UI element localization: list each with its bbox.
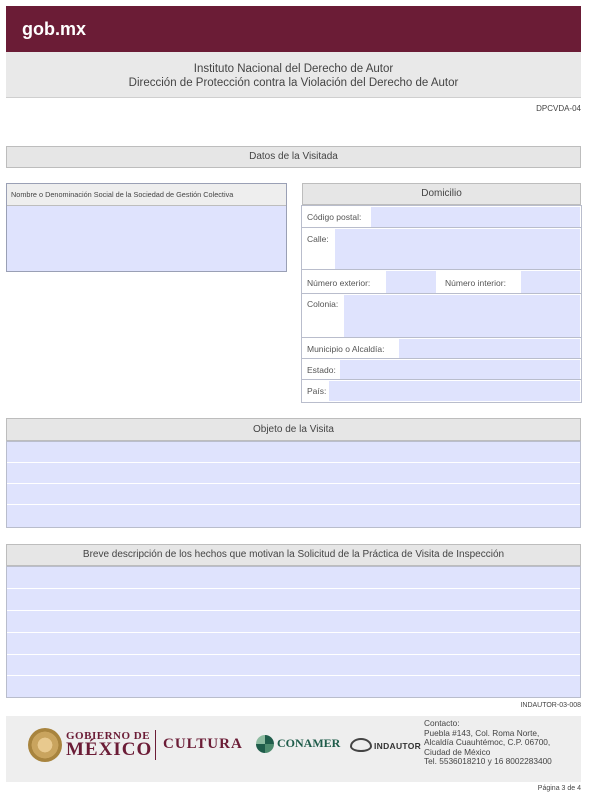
- objeto-line-4[interactable]: [7, 505, 580, 527]
- pais-label: País:: [307, 386, 327, 396]
- section-descripcion: Breve descripción de los hechos que motivan la Solicitud de la Práctica de Visita de Inspección: [6, 544, 581, 566]
- calle-label: Calle:: [307, 234, 329, 244]
- calle-input[interactable]: [335, 229, 580, 269]
- codigo-postal-label: Código postal:: [307, 212, 362, 222]
- objeto-line-3[interactable]: [7, 484, 580, 505]
- numero-exterior-label: Número exterior:: [307, 278, 371, 288]
- nombre-label: Nombre o Denominación Social de la Sociedad de Gestión Colectiva: [7, 184, 286, 206]
- section-datos-visitada: Datos de la Visitada: [6, 146, 581, 168]
- row-calle: [302, 228, 581, 270]
- contact-info: [424, 719, 552, 767]
- indautor-logo: INDAUTOR: [374, 741, 422, 751]
- form-code: DPCVDA-04: [536, 104, 581, 113]
- row-numero: [302, 270, 581, 294]
- footer-logos: [6, 716, 581, 782]
- numero-interior-input[interactable]: [521, 271, 580, 293]
- descripcion-line-3[interactable]: [7, 611, 580, 633]
- nombre-input[interactable]: [7, 206, 286, 271]
- codigo-postal-input[interactable]: [371, 207, 580, 227]
- estado-label: Estado:: [307, 365, 336, 375]
- contact-address-2: Alcaldía Cuauhtémoc, C.P. 06700,: [424, 737, 551, 748]
- contact-address-1: Puebla #143, Col. Roma Norte,: [424, 727, 540, 738]
- section-objeto-visita: Objeto de la Visita: [6, 418, 581, 441]
- reference-code: INDAUTOR-03-008: [520, 702, 581, 709]
- row-pais: [302, 380, 581, 402]
- contact-address-3: Ciudad de México: [424, 746, 491, 757]
- row-codigo-postal: [302, 206, 581, 228]
- direction-name: Dirección de Protección contra la Violación del Derecho de Autor: [128, 77, 459, 89]
- row-estado: [302, 359, 581, 380]
- descripcion-line-6[interactable]: [7, 676, 580, 697]
- descripcion-line-4[interactable]: [7, 633, 580, 655]
- conamer-logo: CONAMER: [277, 736, 341, 750]
- numero-exterior-input[interactable]: [386, 271, 436, 293]
- indautor-icon: [350, 738, 372, 752]
- colonia-label: Colonia:: [307, 299, 339, 309]
- estado-input[interactable]: [340, 360, 580, 379]
- institute-banner: [6, 52, 581, 98]
- objeto-line-2[interactable]: [7, 463, 580, 484]
- municipio-input[interactable]: [399, 339, 580, 358]
- pais-input[interactable]: [329, 381, 580, 401]
- contact-phone: Tel. 5536018210 y 16 8002283400: [424, 756, 552, 767]
- descripcion-line-5[interactable]: [7, 655, 580, 676]
- page-number: Página 3 de 4: [537, 785, 581, 792]
- row-municipio: [302, 338, 581, 359]
- numero-interior-label: Número interior:: [445, 278, 506, 288]
- nombre-box: [6, 183, 287, 272]
- gobierno-de-mexico-logo: GOBIERNO DE MÉXICO: [66, 730, 153, 760]
- colonia-input[interactable]: [344, 295, 580, 337]
- institute-name: Instituto Nacional del Derecho de Autor: [193, 63, 394, 75]
- gobmx-header-bar: [6, 6, 581, 52]
- municipio-label: Municipio o Alcaldía:: [307, 344, 385, 354]
- descripcion-line-1[interactable]: [7, 567, 580, 589]
- objeto-line-1[interactable]: [7, 442, 580, 463]
- section-domicilio: Domicilio: [302, 183, 581, 205]
- descripcion-line-2[interactable]: [7, 589, 580, 611]
- contact-title: Contacto:: [424, 718, 460, 728]
- row-colonia: [302, 294, 581, 338]
- gobmx-logo[interactable]: gob.mx: [22, 19, 87, 39]
- conamer-icon: [256, 735, 274, 753]
- cultura-logo: CULTURA: [163, 736, 243, 752]
- logo-divider: [155, 730, 156, 760]
- mexico-emblem-icon: [28, 728, 62, 762]
